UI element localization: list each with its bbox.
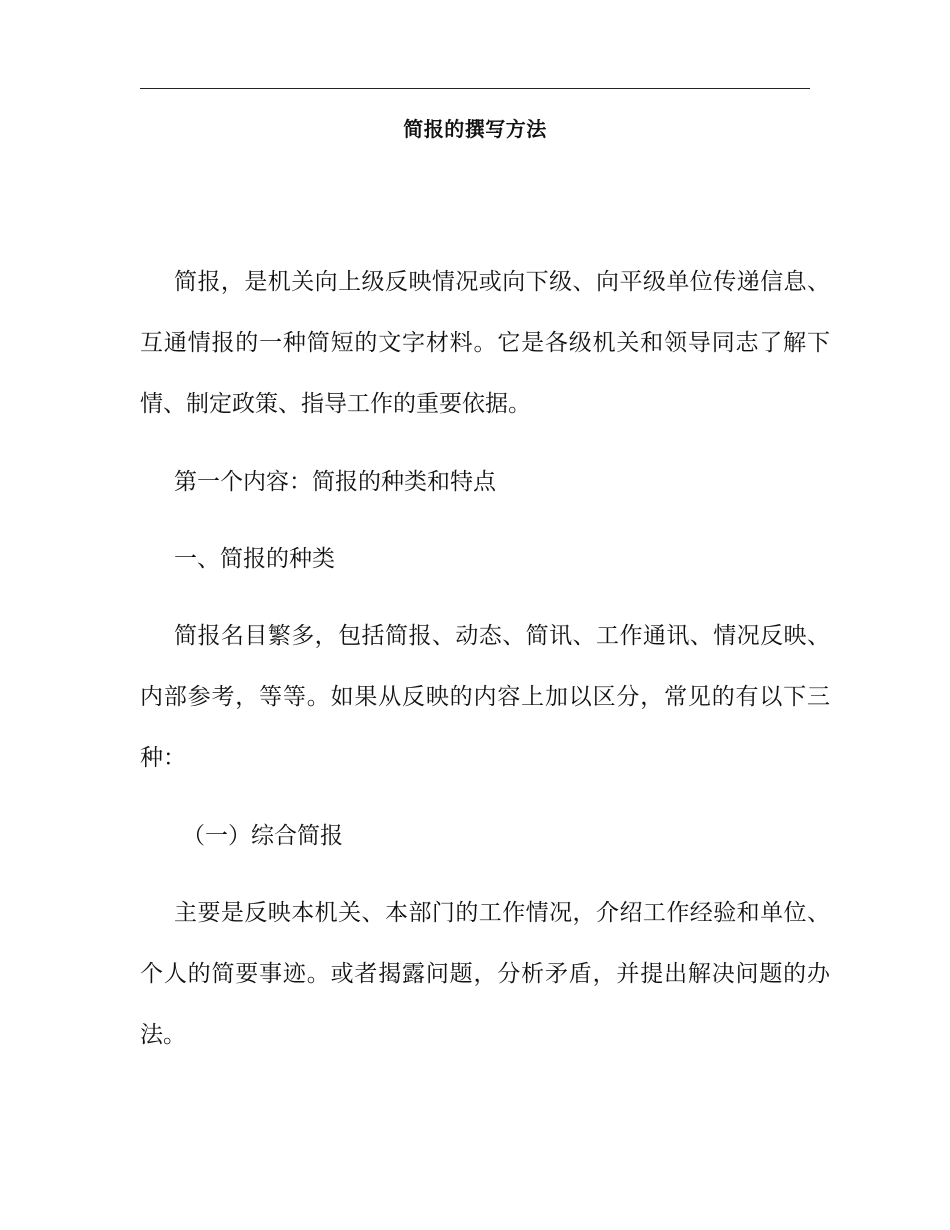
paragraph-intro: 简报，是机关向上级反映情况或向下级、向平级单位传递信息、互通情报的一种简短的文字材料。它是各级机关和领导同志了解下情、制定政策、指导工作的重要依据。 — [140, 269, 830, 417]
paragraph-comprehensive: 主要是反映本机关、本部门的工作情况，介绍工作经验和单位、个人的简要事迹。或者揭露问题，分析矛盾，并提出解决问题的办法。 — [140, 900, 830, 1048]
document-title: 简报的撰写方法 — [403, 117, 547, 141]
subsection-heading: 一、简报的种类 — [174, 546, 335, 572]
paragraph-types: 简报名目繁多，包括简报、动态、简讯、工作通讯、情况反映、内部参考，等等。如果从反映的内容上加以区分，常见的有以下三种： — [140, 623, 830, 771]
item-heading: （一）综合简报 — [182, 823, 343, 849]
header-rule — [140, 88, 810, 89]
section-heading: 第一个内容：简报的种类和特点 — [174, 469, 496, 495]
